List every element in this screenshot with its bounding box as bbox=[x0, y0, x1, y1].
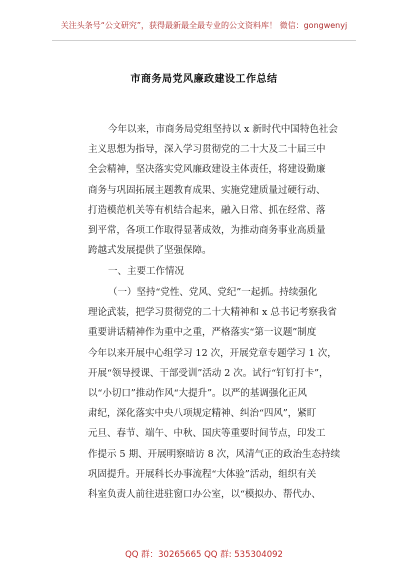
paragraph-line: 商务与巩固拓展主题教育成果、实施党建质量过硬行动、 bbox=[88, 184, 326, 196]
paragraph-line: 科室负责人前往进驻窗口办公室，以“模拟办、帮代办、 bbox=[88, 488, 321, 500]
header-promo-note: 关注头条号“公文研究”，获得最新最全最专业的公文资料库！ 微信：gongwenyj bbox=[60, 21, 348, 30]
footer-contact-info: QQ 群：30265665 QQ 群: 535304092 bbox=[125, 550, 283, 560]
paragraph-line: 肃纪，深化落实中央八项规定精神、纠治“四风”，紧盯 bbox=[88, 408, 317, 420]
header-divider bbox=[52, 40, 356, 41]
paragraph-line: 全会精神，坚决落实党风廉政建设主体责任，将建设勤廉 bbox=[88, 164, 326, 176]
paragraph-line: 开展“领导授课、干部受训”活动 2 次。试行“钉钉打卡”， bbox=[88, 367, 329, 379]
paragraph-line: 重要讲话精神作为重中之重，严格落实“第一议题”制度 bbox=[88, 327, 317, 339]
paragraph-line: 打造模范机关等有机结合起来，融入日常、抓在经常、落 bbox=[88, 204, 326, 216]
paragraph-line: 今年以来开展中心组学习 12 次，开展党章专题学习 1 次， bbox=[88, 347, 337, 359]
paragraph-line: 理论武装，把学习贯彻党的二十大精神和 x 总书记考察我省 bbox=[88, 307, 337, 319]
document-title: 市商务局党风廉政建设工作总结 bbox=[130, 74, 278, 85]
paragraph-line: 到平常，各项工作取得显著成效，为推动商务事业高质量 bbox=[88, 224, 326, 236]
section-paragraph bbox=[88, 283, 348, 505]
intro-paragraph bbox=[88, 120, 348, 261]
paragraph-line: 跨越式发展提供了坚强保障。 bbox=[88, 245, 212, 257]
paragraph-line: （一）坚持“党性、党风、党纪”一起抓。持续强化 bbox=[108, 287, 318, 298]
paragraph-line: 主义思想为指导，深入学习贯彻党的二十大及二十届三中 bbox=[88, 144, 326, 156]
paragraph-line: 元旦、春节、端午、中秋、国庆等重要时间节点，印发工 bbox=[88, 428, 326, 440]
paragraph-line: 今年以来，市商务局党组坚持以 x 新时代中国特色社会 bbox=[108, 124, 338, 135]
paragraph-line: 巩固提升。开展科长办事流程“大体验”活动，组织有关 bbox=[88, 468, 317, 480]
paragraph-line: 以“小切口”推动作风“大提升”。以严的基调强化正风 bbox=[88, 387, 307, 399]
paragraph-line: 作提示 5 期、开展明察暗访 8 次，风清气正的政治生态持续 bbox=[88, 448, 341, 460]
section-heading: 一、主要工作情况 bbox=[108, 266, 185, 277]
